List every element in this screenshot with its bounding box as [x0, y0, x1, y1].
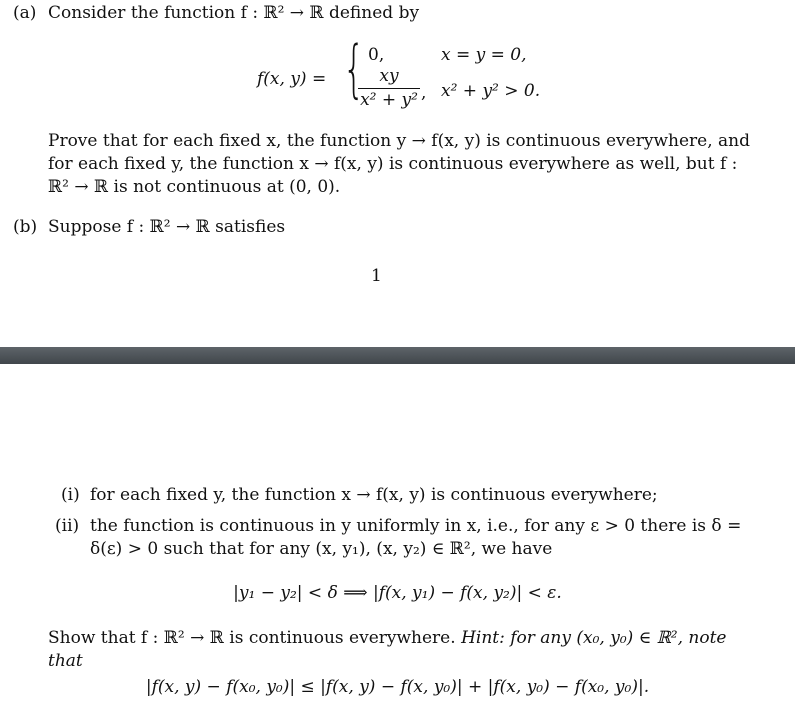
show-statement: Show that f : ℝ² → ℝ is continuous everywhere. [48, 628, 456, 648]
part-b-label: (b) [13, 217, 38, 237]
item-ii-text: the function is continuous in y uniformly in x, i.e., for any ε > 0 there is δ = δ(ε) > 0 such that for any (x, y₁), (x, y₂) ∈ ℝ², we have [90, 516, 742, 559]
part-a-prove-text: Prove that for each fixed x, the function y → f(x, y) is continuous everywhere, and for each fixed y, the function x → f(x, y) is continuous everywhere as well, but f : ℝ² → ℝ is not continuous at (0, 0). [48, 131, 750, 197]
hint-triangle-inequality: |f(x, y) − f(x₀, y₀)| ≤ |f(x, y) − f(x, y₀)| + |f(x, y₀) − f(x₀, y₀)|. [145, 677, 650, 697]
page-break-divider [0, 347, 795, 364]
case2-fraction [358, 65, 420, 112]
case2-numerator: xy [379, 66, 399, 86]
part-b-show-text [48, 627, 763, 673]
item-i-label: (i) [61, 485, 80, 505]
case1-condition: x = y = 0, [441, 45, 527, 65]
case2-condition: x² + y² > 0. [441, 81, 541, 101]
item-ii-label: (ii) [55, 516, 80, 536]
item-i-text: for each fixed y, the function x → f(x, y) is continuous everywhere; [90, 485, 658, 505]
part-b-intro: Suppose f : ℝ² → ℝ satisfies [48, 217, 286, 237]
part-a-label: (a) [13, 3, 37, 23]
page-number: 1 [371, 266, 382, 286]
case2-comma: , [421, 83, 427, 103]
piecewise-brace: { [343, 32, 365, 105]
case2-denominator: x² + y² [360, 89, 418, 110]
function-lhs: f(x, y) = [257, 69, 327, 89]
part-a-intro: Consider the function f : ℝ² → ℝ defined by [48, 3, 420, 23]
hint-text: Hint: for any (x₀, y₀) ∈ ℝ², note that [48, 628, 727, 671]
case1-value: 0, [368, 45, 385, 65]
uniform-continuity-implication: |y₁ − y₂| < δ ⟹ |f(x, y₁) − f(x, y₂)| < ε. [233, 583, 562, 603]
